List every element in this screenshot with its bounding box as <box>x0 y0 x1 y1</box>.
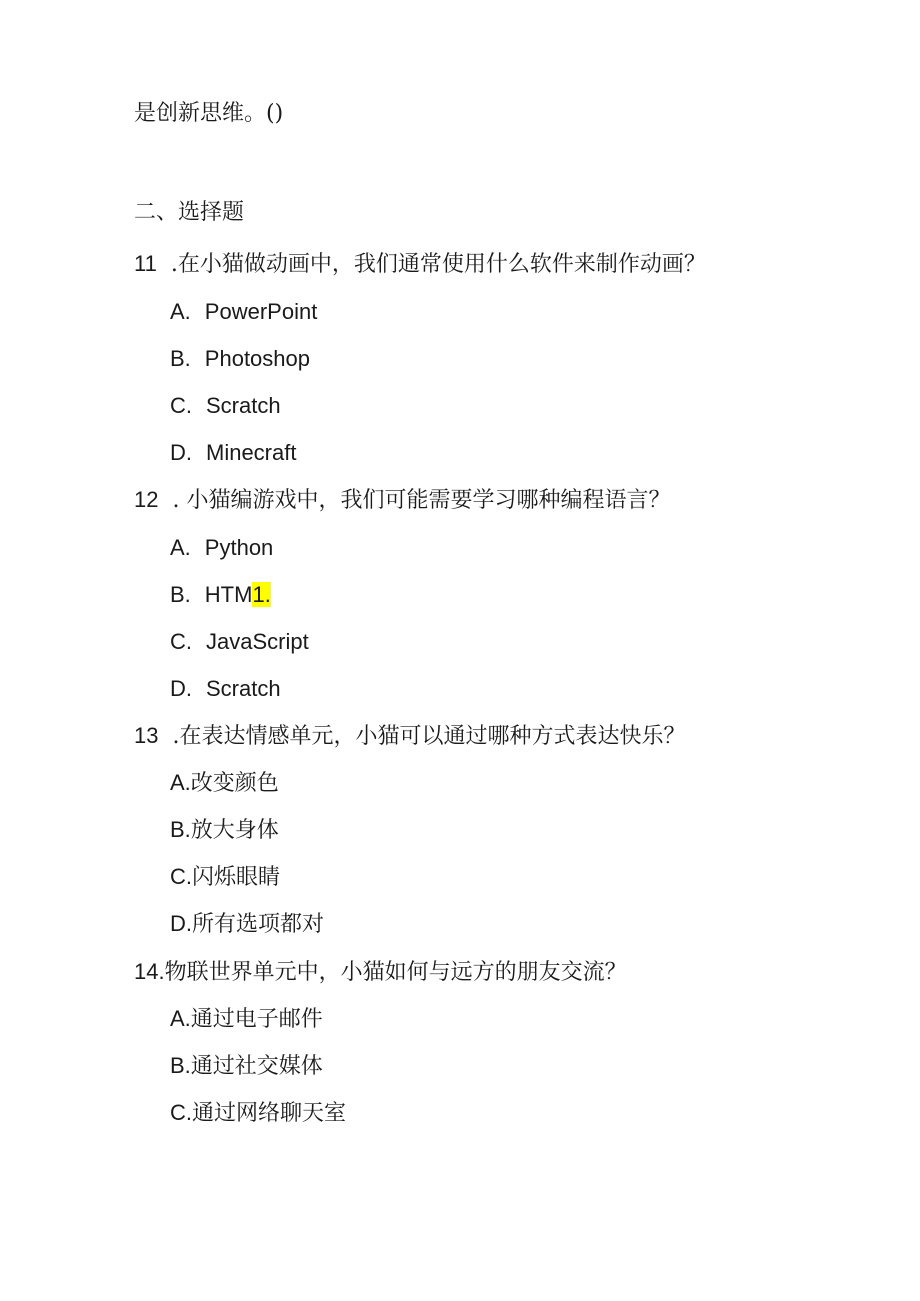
option-letter: A. <box>170 770 191 795</box>
option-text: Minecraft <box>206 440 297 465</box>
highlighted-text: 1. <box>252 582 271 607</box>
question-text: .在小猫做动画中，我们通常使用什么软件来制作动画？ <box>170 252 706 277</box>
option-letter: D. <box>170 676 192 701</box>
option-text: 改变颜色 <box>190 771 279 796</box>
question-number: 14. <box>134 959 165 984</box>
question-text: . 小猫编游戏中，我们可能需要学习哪种编程语言？ <box>172 488 671 513</box>
option-text: PowerPoint <box>204 299 318 324</box>
option-text: Scratch <box>206 393 281 418</box>
question-text: .在表达情感单元，小猫可以通过哪种方式表达快乐？ <box>172 724 686 749</box>
option-letter: C. <box>170 1100 192 1125</box>
option-letter: B. <box>170 817 191 842</box>
option-text: 所有选项都对 <box>192 912 325 937</box>
option-letter: A. <box>170 535 191 560</box>
option-14-b <box>170 1051 323 1082</box>
question-number: 11 <box>134 251 157 276</box>
option-11-d <box>170 438 296 468</box>
option-letter: D. <box>170 440 192 465</box>
option-letter: B. <box>170 1053 191 1078</box>
question-12 <box>134 485 670 516</box>
option-letter: C. <box>170 629 192 654</box>
option-11-c <box>170 391 281 421</box>
option-letter: A. <box>170 299 191 324</box>
option-12-a <box>170 533 273 563</box>
option-text: 闪烁眼睛 <box>192 865 281 890</box>
option-text: JavaScript <box>206 629 309 654</box>
section-heading: 二、选择题 <box>134 200 245 225</box>
option-13-d <box>170 909 324 940</box>
option-14-c <box>170 1098 346 1129</box>
option-13-a <box>170 768 279 799</box>
option-text: Python <box>204 535 274 560</box>
option-text: 通过电子邮件 <box>190 1007 323 1032</box>
question-14 <box>134 957 627 988</box>
option-12-d <box>170 674 281 704</box>
option-13-c <box>170 862 280 893</box>
option-12-b <box>170 580 271 610</box>
question-13 <box>134 721 685 752</box>
option-text: 通过网络聊天室 <box>192 1101 347 1126</box>
option-13-b <box>170 815 279 846</box>
option-letter: A. <box>170 1006 191 1031</box>
question-text: 物联世界单元中，小猫如何与远方的朋友交流？ <box>164 960 627 985</box>
option-text: Photoshop <box>204 346 310 371</box>
option-letter: C. <box>170 864 192 889</box>
option-letter: B. <box>170 582 191 607</box>
option-14-a <box>170 1004 323 1035</box>
option-letter: D. <box>170 911 192 936</box>
option-11-a <box>170 297 317 327</box>
question-number: 13 <box>134 723 159 748</box>
question-11 <box>134 249 706 280</box>
continuation-text: 是创新思维。() <box>134 101 284 126</box>
question-number: 12 <box>134 487 159 512</box>
option-text: Scratch <box>206 676 281 701</box>
option-letter: C. <box>170 393 192 418</box>
option-text: 放大身体 <box>190 818 279 843</box>
option-text: 通过社交媒体 <box>190 1054 323 1079</box>
option-11-b <box>170 344 310 374</box>
option-letter: B. <box>170 346 191 371</box>
option-12-c <box>170 627 309 657</box>
option-text: HTM <box>204 582 253 607</box>
